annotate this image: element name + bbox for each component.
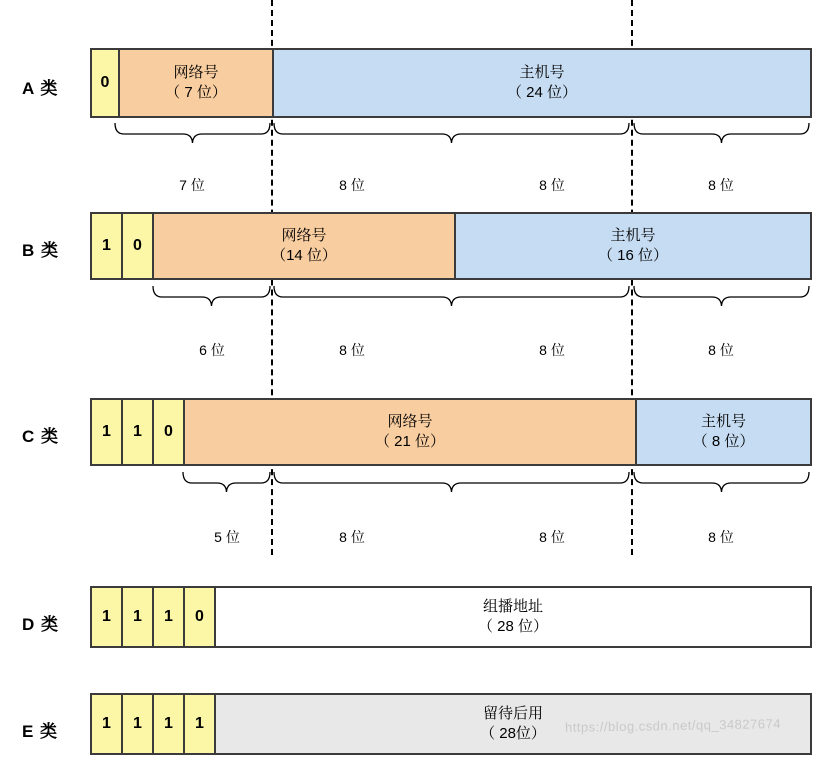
bar-c-cell-4-line2: （ 8 位）	[692, 433, 755, 450]
bar-a-cell-0	[92, 50, 120, 116]
watermark: https://blog.csdn.net/qq_34827674	[564, 716, 782, 735]
segment-label-b-2: 8 位	[539, 342, 565, 358]
bar-c-cell-3	[185, 400, 637, 464]
bar-b-cell-0-line1: 1	[102, 237, 111, 255]
brace-c-3	[633, 471, 810, 493]
bar-d-cell-3	[185, 588, 216, 646]
bar-b-cell-1-line1: 0	[133, 237, 142, 255]
address-bar-a	[90, 48, 812, 118]
segment-label-b-3: 8 位	[708, 342, 734, 358]
bar-c-cell-4-line1: 主机号	[700, 412, 746, 430]
bar-b-cell-2-line1: 网络号	[281, 226, 327, 244]
bar-d-cell-2-line1: 1	[164, 608, 173, 626]
address-bar-b	[90, 212, 812, 280]
bar-d-cell-0-line1: 1	[102, 608, 111, 626]
bar-d-cell-0	[92, 588, 123, 646]
bar-c-cell-2-line1: 0	[164, 423, 173, 441]
bar-c-cell-0-line1: 1	[102, 423, 111, 441]
bar-e-cell-1	[123, 695, 154, 753]
bar-c-cell-0	[92, 400, 123, 464]
brace-b-2	[273, 285, 630, 307]
segment-label-a-0: 7 位	[179, 177, 205, 193]
bar-b-cell-3	[456, 214, 810, 278]
bar-d-cell-1	[123, 588, 154, 646]
bar-a-cell-2-line2: （ 24 位）	[506, 84, 578, 101]
row-label-a: A 类	[22, 79, 59, 98]
segment-label-a-2: 8 位	[539, 177, 565, 193]
bar-a-cell-1	[120, 50, 274, 116]
bar-e-cell-1-line1: 1	[133, 715, 142, 733]
segment-label-a-3: 8 位	[708, 177, 734, 193]
bar-e-cell-0-line1: 1	[102, 715, 111, 733]
segment-label-c-3: 8 位	[708, 529, 734, 545]
bar-d-cell-1-line1: 1	[133, 608, 142, 626]
address-bar-c	[90, 398, 812, 466]
bar-e-cell-4-line2: （ 28位）	[480, 725, 546, 742]
bar-c-cell-3-line2: （ 21 位）	[374, 433, 446, 450]
bar-b-cell-3-line1: 主机号	[610, 226, 656, 244]
row-label-c: C 类	[22, 427, 59, 446]
brace-b-1	[152, 285, 271, 307]
segment-label-c-1: 8 位	[339, 529, 365, 545]
segment-label-b-0: 6 位	[199, 342, 225, 358]
bar-b-cell-2-line2: （14 位）	[271, 247, 337, 264]
bar-b-cell-0	[92, 214, 123, 278]
brace-a-2	[273, 122, 630, 144]
bar-b-cell-3-line2: （ 16 位）	[597, 247, 669, 264]
row-label-d: D 类	[22, 615, 59, 634]
bar-c-cell-1	[123, 400, 154, 464]
bar-c-cell-1-line1: 1	[133, 423, 142, 441]
bar-d-cell-4-line2: （ 28 位）	[477, 618, 549, 635]
bar-d-cell-2	[154, 588, 185, 646]
bar-b-cell-1	[123, 214, 154, 278]
brace-c-1	[182, 471, 271, 493]
bar-e-cell-2-line1: 1	[164, 715, 173, 733]
brace-a-1	[114, 122, 271, 144]
bar-e-cell-3-line1: 1	[195, 715, 204, 733]
brace-c-2	[273, 471, 630, 493]
segment-label-b-1: 8 位	[339, 342, 365, 358]
row-label-e: E 类	[22, 722, 59, 741]
segment-label-c-2: 8 位	[539, 529, 565, 545]
bar-a-cell-2-line1: 主机号	[519, 63, 565, 81]
bar-d-cell-3-line1: 0	[195, 608, 204, 626]
bar-a-cell-2	[274, 50, 810, 116]
row-label-b: B 类	[22, 241, 59, 260]
bar-e-cell-4-line1: 留待后用	[482, 704, 543, 722]
bar-a-cell-1-line1: 网络号	[173, 63, 219, 81]
brace-b-3	[633, 285, 810, 307]
address-bar-d	[90, 586, 812, 648]
bar-c-cell-4	[637, 400, 810, 464]
brace-a-3	[633, 122, 810, 144]
bar-e-cell-0	[92, 695, 123, 753]
bar-e-cell-2	[154, 695, 185, 753]
bar-c-cell-3-line1: 网络号	[387, 412, 433, 430]
bar-d-cell-4	[216, 588, 810, 646]
bar-d-cell-4-line1: 组播地址	[482, 597, 543, 615]
bar-a-cell-1-line2: （ 7 位）	[165, 84, 227, 101]
bar-e-cell-3	[185, 695, 216, 753]
segment-label-a-1: 8 位	[339, 177, 365, 193]
bar-a-cell-0-line1: 0	[100, 74, 110, 92]
bar-c-cell-2	[154, 400, 185, 464]
segment-label-c-0: 5 位	[214, 529, 240, 545]
bar-b-cell-2	[154, 214, 456, 278]
